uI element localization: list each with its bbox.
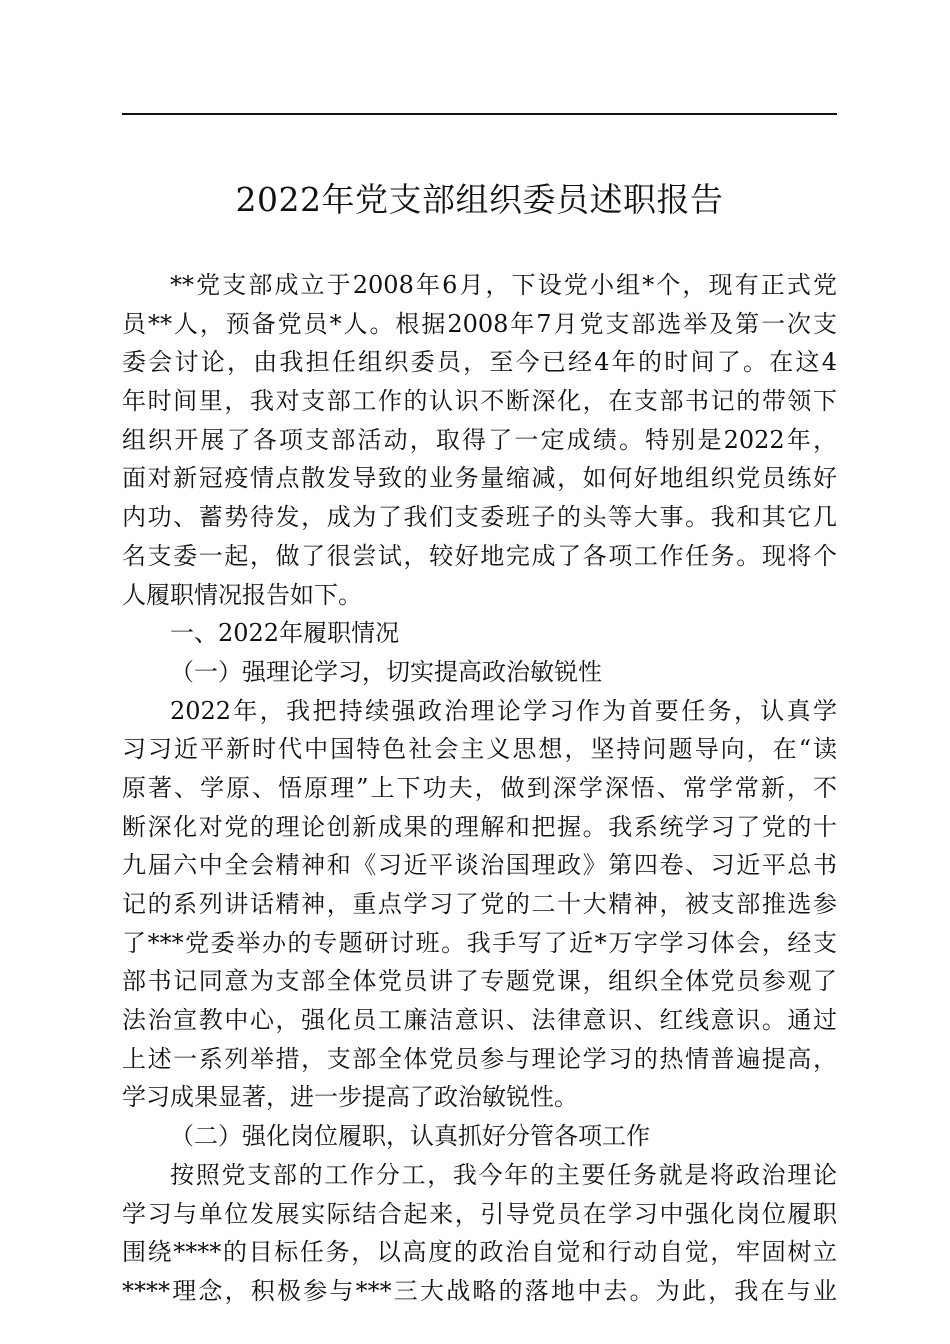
paragraph-line: 人履职情况报告如下。 bbox=[122, 580, 362, 609]
paragraph-line: 原著、学原、悟原理”上下功夫，做到深学深悟、常学常新，不 bbox=[122, 773, 837, 802]
document-title: 2022年党支部组织委员述职报告 bbox=[235, 180, 724, 219]
paragraph-line: 名支委一起，做了很尝试，较好地完成了各项工作任务。现将个 bbox=[122, 541, 837, 570]
header-rule bbox=[122, 113, 837, 115]
section-heading: 一、2022年履职情况 bbox=[170, 619, 400, 648]
paragraph-line: 学习与单位发展实际结合起来，引导党员在学习中强化岗位履职 bbox=[122, 1199, 837, 1228]
paragraph-line: 2022年，我把持续强政治理论学习作为首要任务，认真学 bbox=[170, 696, 837, 725]
section-heading: （二）强化岗位履职，认真抓好分管各项工作 bbox=[170, 1122, 650, 1151]
paragraph-line: 围绕****的目标任务，以高度的政治自觉和行动自觉，牢固树立 bbox=[122, 1238, 837, 1267]
paragraph-line: 年时间里，我对支部工作的认识不断深化，在支部书记的带领下 bbox=[122, 387, 837, 416]
document-body bbox=[122, 266, 837, 1311]
paragraph-line: 按照党支部的工作分工，我今年的主要任务就是将政治理论 bbox=[170, 1160, 837, 1189]
paragraph-line: 组织开展了各项支部活动，取得了一定成绩。特别是2022年， bbox=[122, 425, 837, 454]
paragraph-line: 断深化对党的理论创新成果的理解和把握。我系统学习了党的十 bbox=[122, 812, 837, 841]
paragraph-line: ****理念，积极参与***三大战略的落地中去。为此，我在与业 bbox=[122, 1276, 837, 1305]
paragraph-line: 委会讨论，由我担任组织委员，至今已经4年的时间了。在这4 bbox=[122, 348, 837, 377]
paragraph-line: 习习近平新时代中国特色社会主义思想，坚持问题导向，在“读 bbox=[122, 735, 837, 764]
paragraph-line: 内功、蓄势待发，成为了我们支委班子的头等大事。我和其它几 bbox=[122, 503, 837, 532]
paragraph-line: 法治宣教中心，强化员工廉洁意识、法律意识、红线意识。通过 bbox=[122, 1006, 837, 1035]
paragraph-line: 部书记同意为支部全体党员讲了专题党课，组织全体党员参观了 bbox=[122, 967, 837, 996]
paragraph-line: 上述一系列举措，支部全体党员参与理论学习的热情普遍提高， bbox=[122, 1044, 837, 1073]
section-heading: （一）强理论学习，切实提高政治敏锐性 bbox=[170, 657, 602, 686]
paragraph-line: 学习成果显著，进一步提高了政治敏锐性。 bbox=[122, 1083, 578, 1112]
paragraph-line: 员**人，预备党员*人。根据2008年7月党支部选举及第一次支 bbox=[122, 309, 837, 338]
paragraph-line: **党支部成立于2008年6月，下设党小组*个，现有正式党 bbox=[170, 271, 837, 299]
paragraph-line: 记的系列讲话精神，重点学习了党的二十大精神，被支部推选参 bbox=[122, 890, 837, 918]
paragraph-line: 了***党委举办的专题研讨班。我手写了近*万字学习体会，经支 bbox=[122, 928, 837, 957]
paragraph-line: 九届六中全会精神和《习近平谈治国理政》第四卷、习近平总书 bbox=[122, 851, 837, 880]
paragraph-line: 面对新冠疫情点散发导致的业务量缩减，如何好地组织党员练好 bbox=[122, 464, 837, 493]
